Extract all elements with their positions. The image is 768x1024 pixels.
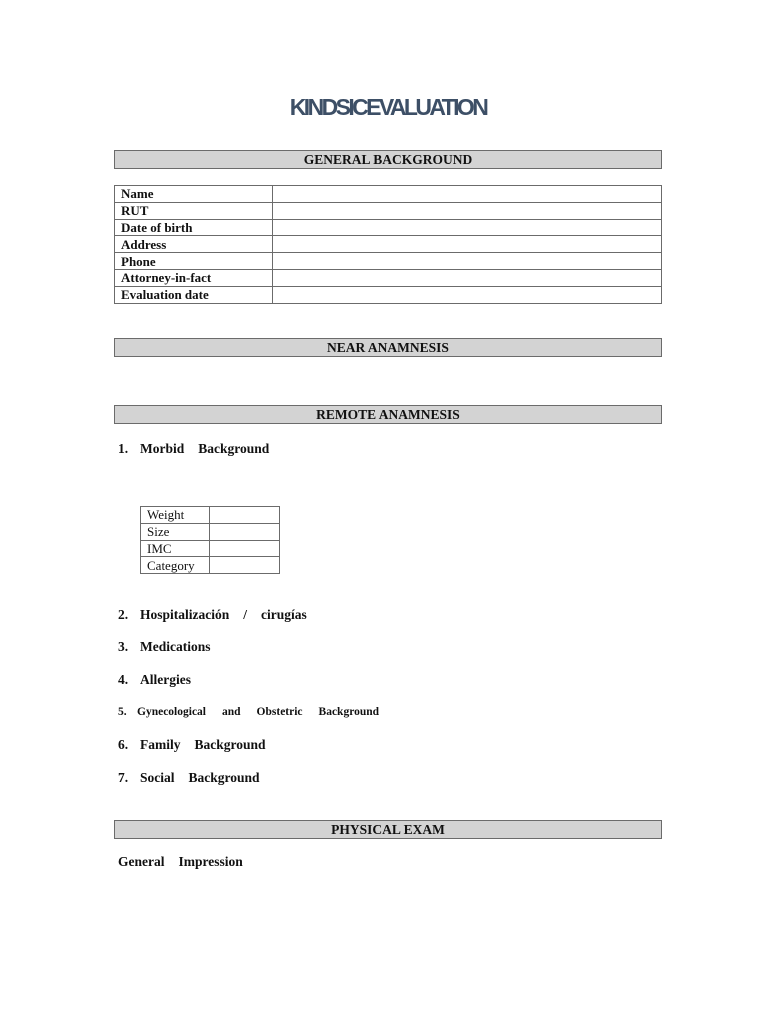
- row-label-attorney-in-fact: Attorney-in-fact: [115, 269, 273, 286]
- item-number: 5.: [118, 706, 127, 718]
- value-field-address[interactable]: [273, 236, 662, 253]
- row-label-category: Category: [141, 557, 210, 574]
- remote-item-family-background: [118, 737, 266, 753]
- remote-item-social-background: [118, 770, 260, 786]
- row-label-size: Size: [141, 523, 210, 540]
- value-field-imc[interactable]: [210, 540, 280, 557]
- table-row: [141, 507, 280, 524]
- value-field-size[interactable]: [210, 523, 280, 540]
- row-label-evaluation-date: Evaluation date: [115, 286, 273, 303]
- table-row: [115, 253, 662, 270]
- table-row: [141, 523, 280, 540]
- row-label-imc: IMC: [141, 540, 210, 557]
- document-title: KINDSICEVALUATION: [289, 94, 487, 120]
- row-label-weight: Weight: [141, 507, 210, 524]
- item-number: 1.: [118, 441, 129, 456]
- remote-item-medications: [118, 639, 211, 655]
- remote-item-gynecological-obstetric: [118, 704, 379, 720]
- item-number: 3.: [118, 639, 129, 654]
- general-background-table: [114, 185, 662, 304]
- row-label-phone: Phone: [115, 253, 273, 270]
- remote-item-allergies: [118, 672, 191, 688]
- item-word: Background: [188, 770, 260, 785]
- value-field-phone[interactable]: [273, 253, 662, 270]
- item-word: Allergies: [140, 672, 191, 687]
- remote-item-morbid-background: [118, 441, 269, 457]
- section-header-near-anamnesis: NEAR ANAMNESIS: [114, 338, 662, 357]
- value-field-name[interactable]: [273, 186, 662, 203]
- item-number: 6.: [118, 737, 129, 752]
- value-field-attorney-in-fact[interactable]: [273, 269, 662, 286]
- physical-exam-general-impression: [118, 854, 243, 870]
- item-word: Obstetric: [256, 706, 303, 718]
- item-number: 7.: [118, 770, 129, 785]
- value-field-evaluation-date[interactable]: [273, 286, 662, 303]
- value-field-weight[interactable]: [210, 507, 280, 524]
- item-word: Background: [198, 441, 270, 456]
- table-row: [141, 540, 280, 557]
- item-word: /: [243, 607, 248, 622]
- item-word: and: [222, 706, 241, 718]
- item-number: 4.: [118, 672, 129, 687]
- item-word: Morbid: [140, 441, 185, 456]
- item-number: 2.: [118, 607, 129, 622]
- section-header-physical-exam: PHYSICAL EXAM: [114, 820, 662, 839]
- item-word: Gynecological: [137, 706, 206, 718]
- table-row: [141, 557, 280, 574]
- item-word: General: [118, 854, 165, 869]
- row-label-rut: RUT: [115, 202, 273, 219]
- item-word: Impression: [178, 854, 243, 869]
- table-row: [115, 286, 662, 303]
- value-field-rut[interactable]: [273, 202, 662, 219]
- table-row: [115, 202, 662, 219]
- measurements-table: [140, 506, 280, 574]
- section-header-remote-anamnesis: REMOTE ANAMNESIS: [114, 405, 662, 424]
- section-header-general-background: GENERAL BACKGROUND: [114, 150, 662, 169]
- value-field-date-of-birth[interactable]: [273, 219, 662, 236]
- row-label-name: Name: [115, 186, 273, 203]
- table-row: [115, 236, 662, 253]
- row-label-date-of-birth: Date of birth: [115, 219, 273, 236]
- table-row: [115, 269, 662, 286]
- item-word: cirugías: [261, 607, 307, 622]
- remote-item-hospitalizacion: [118, 607, 307, 623]
- item-word: Background: [318, 706, 380, 718]
- item-word: Background: [194, 737, 266, 752]
- item-word: Medications: [140, 639, 211, 654]
- table-row: [115, 186, 662, 203]
- row-label-address: Address: [115, 236, 273, 253]
- table-row: [115, 219, 662, 236]
- item-word: Hospitalización: [140, 607, 230, 622]
- item-word: Family: [140, 737, 181, 752]
- item-word: Social: [140, 770, 175, 785]
- value-field-category[interactable]: [210, 557, 280, 574]
